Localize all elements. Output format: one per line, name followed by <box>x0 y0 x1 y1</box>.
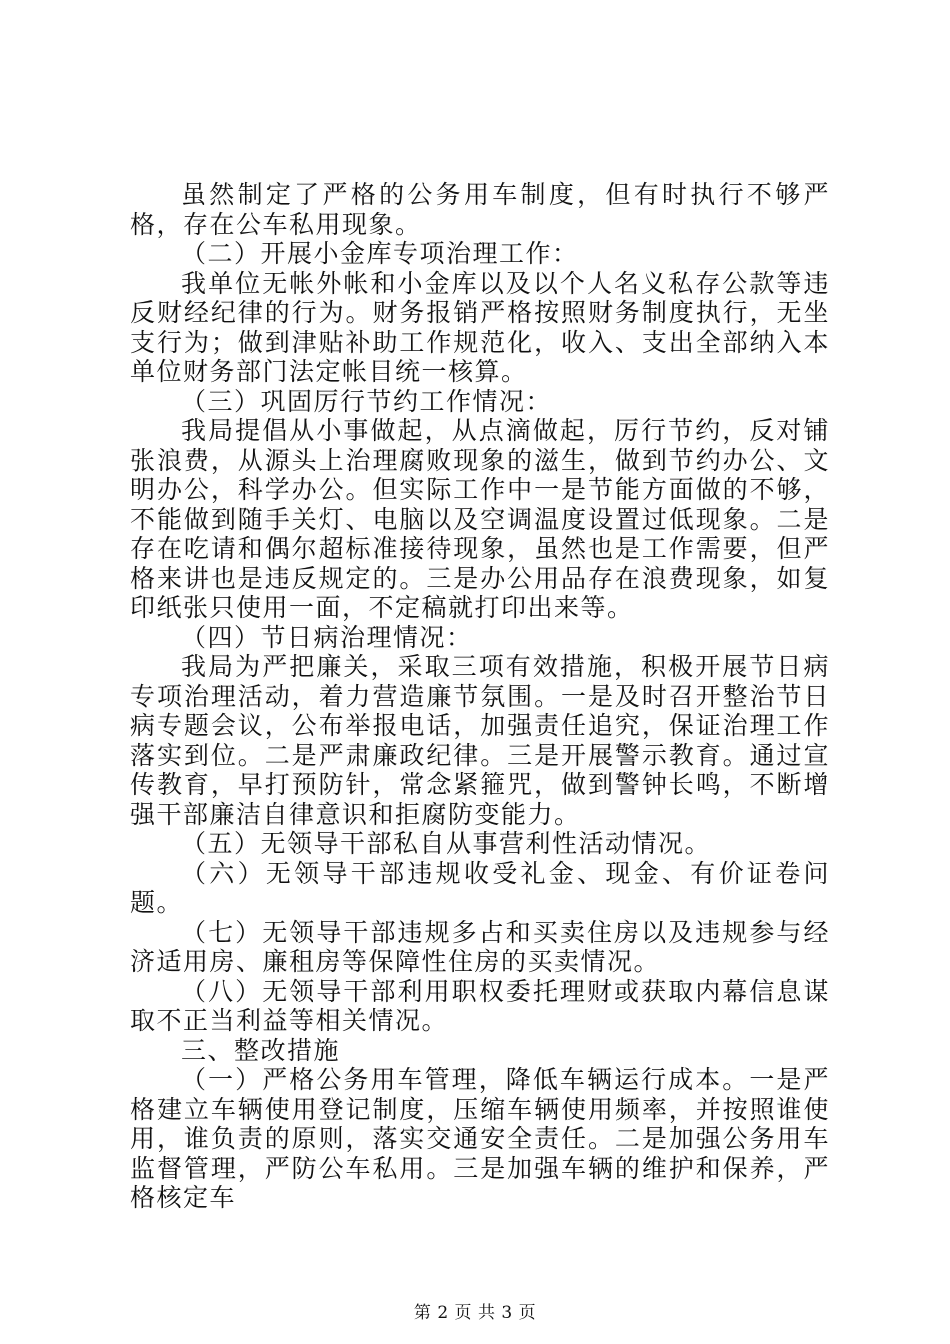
paragraph: 我局为严把廉关，采取三项有效措施，积极开展节日病专项治理活动，着力营造廉节氛围。一是及时召开整治节日病专题会议，公布举报电话，加强责任追究，保证治理工作落实到位。二是严肃廉政纪律。三是开展警示教育。通过宣传教育，早打预防针，常念紧箍咒，做到警钟长鸣，不断增强干部廉洁自律意识和拒腐防变能力。 <box>130 652 830 829</box>
paragraph: （八）无领导干部利用职权委托理财或获取内幕信息谋取不正当利益等相关情况。 <box>130 976 830 1035</box>
paragraph: （一）严格公务用车管理，降低车辆运行成本。一是严格建立车辆使用登记制度，压缩车辆使用频率，并按照谁使用，谁负责的原则，落实交通安全责任。二是加强公务用车监督管理，严防公车私用。三是加强车辆的维护和保养，严格核定车 <box>130 1065 830 1212</box>
document-body <box>130 180 830 1213</box>
page-number-footer: 第 2 页 共 3 页 <box>413 1303 537 1323</box>
section-heading: （三）巩固厉行节约工作情况： <box>181 386 553 416</box>
paragraph: 我单位无帐外帐和小金库以及以个人名义私存公款等违反财经纪律的行为。财务报销严格按照财务制度执行，无坐支行为；做到津贴补助工作规范化，收入、支出全部纳入本单位财务部门法定帐目统一核算。 <box>130 268 830 386</box>
section-heading: （四）节日病治理情况： <box>181 622 473 652</box>
paragraph: 我局提倡从小事做起，从点滴做起，厉行节约，反对铺张浪费，从源头上治理腐败现象的滋生，做到节约办公、文明办公，科学办公。但实际工作中一是节能方面做的不够，不能做到随手关灯、电脑以及空调温度设置过低现象。二是存在吃请和偶尔超标准接待现象，虽然也是工作需要，但严格来讲也是违反规定的。三是办公用品存在浪费现象，如复印纸张只使用一面，不定稿就打印出来等。 <box>130 416 830 622</box>
section-heading: 三、整改措施 <box>181 1035 341 1065</box>
paragraph: 虽然制定了严格的公务用车制度，但有时执行不够严格，存在公车私用现象。 <box>130 180 830 239</box>
paragraph: （七）无领导干部违规多占和买卖住房以及违规参与经济适用房、廉租房等保障性住房的买卖情况。 <box>130 917 830 976</box>
paragraph: （五）无领导干部私自从事营利性活动情况。 <box>181 829 712 858</box>
paragraph: （六）无领导干部违规收受礼金、现金、有价证卷问题。 <box>130 858 830 917</box>
section-heading: （二）开展小金库专项治理工作： <box>181 239 579 268</box>
